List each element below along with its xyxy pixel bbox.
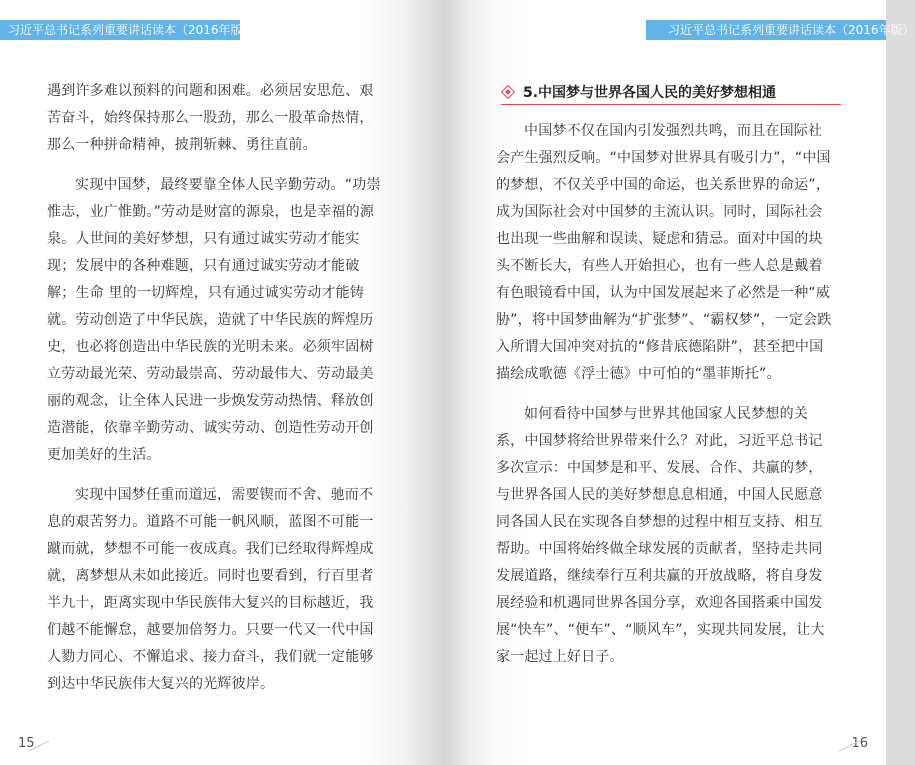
- right-paragraph-1: 中国梦不仅在国内引发强烈共鸣，而且在国际社会产生强烈反响。“中国梦对世界具有吸引力”，“中国的梦想，不仅关乎中国的命运，也关系世界的命运”，成为国际社会对中国梦的主流认识。同时，国际社会也出现一些曲解和误读、疑虑和猜忌。面对中国的块头不断长大，有些人开始担心，也有一些人总是戴着有色眼镜看中国，认为中国发展起来了必然是一种“威胁”，将中国梦曲解为“扩张梦”、“霸权梦”，一定会跌入所谓大国冲突对抗的“修昔底德陷阱”，甚至把中国描绘成歌德《浮士德》中可怕的“墨菲斯托”。: [496, 123, 832, 382]
- left-paragraph-2: 实现中国梦，最终要靠全体人民辛勤劳动。“功崇惟志，业广惟勤。”劳动是财富的源泉，也是幸福的源泉。人世间的美好梦想，只有通过诚实劳动才能实现；发展中的各种难题，只有通过诚实劳动才能破解；生命 里的一切辉煌，只有通过诚实劳动才能铸就。劳动创造了中华民族，造就了中华民族的辉煌历史，也必将创造出中华民族的光明未来。必须牢固树立劳动最光荣、劳动最崇高、劳动最伟大、劳动最美丽的观念，让全体人民进一步焕发劳动热情、释放创造潜能，依靠辛勤劳动、诚实劳动、创造性劳动开创更加美好的生活。: [47, 177, 381, 463]
- page-number-right: 16: [851, 736, 868, 751]
- left-page: [0, 0, 443, 765]
- right-page: [443, 0, 915, 765]
- section-heading-text: 5.中国梦与世界各国人民的美好梦想相通: [523, 85, 777, 101]
- diamond-icon: [501, 85, 515, 99]
- left-paragraph-1: 遇到许多难以预料的问题和困难。必须居安思危、艰苦奋斗，始终保持那么一股劲，那么一股革命热情，那么一种拼命精神，披荆斩棘、勇往直前。: [47, 83, 374, 153]
- running-header-right: 习近平总书记系列重要讲话读本（2016年版）: [646, 20, 886, 40]
- left-page-body: [47, 78, 382, 711]
- right-page-body: [496, 118, 836, 684]
- left-paragraph-3: 实现中国梦任重而道远，需要锲而不舍、驰而不息的艰苦努力。道路不可能一帆风顺，蓝图不可能一蹴而就，梦想不可能一夜成真。我们已经取得辉煌成就，离梦想从未如此接近。同时也要看到，行百里者半九十，距离实现中华民族伟大复兴的目标越近，我们越不能懈怠，越要加倍努力。只要一代又一代中国人勠力同心、不懈追求、接力奋斗，我们就一定能够到达中华民族伟大复兴的光辉彼岸。: [47, 487, 374, 692]
- page-number-left: 15: [18, 736, 35, 751]
- section-heading: [501, 80, 841, 105]
- page-corner-slash-icon: [28, 740, 50, 752]
- page-corner-slash-icon: [838, 740, 860, 752]
- running-header-left: 习近平总书记系列重要讲话读本（2016年版）: [0, 20, 240, 40]
- right-paragraph-2: 如何看待中国梦与世界其他国家人民梦想的关系，中国梦将给世界带来什么？对此，习近平总书记多次宣示：中国梦是和平、发展、合作、共赢的梦，与世界各国人民的美好梦想息息相通，中国人民愿意同各国人民在实现各自梦想的过程中相互支持、相互帮助。中国将始终做全球发展的贡献者，坚持走共同发展道路，继续奉行互利共赢的开放战略，将自身发展经验和机遇同世界各国分享，欢迎各国搭乘中国发展“快车”、“便车”、“顺风车”，实现共同发展，让大家一起过上好日子。: [496, 406, 825, 665]
